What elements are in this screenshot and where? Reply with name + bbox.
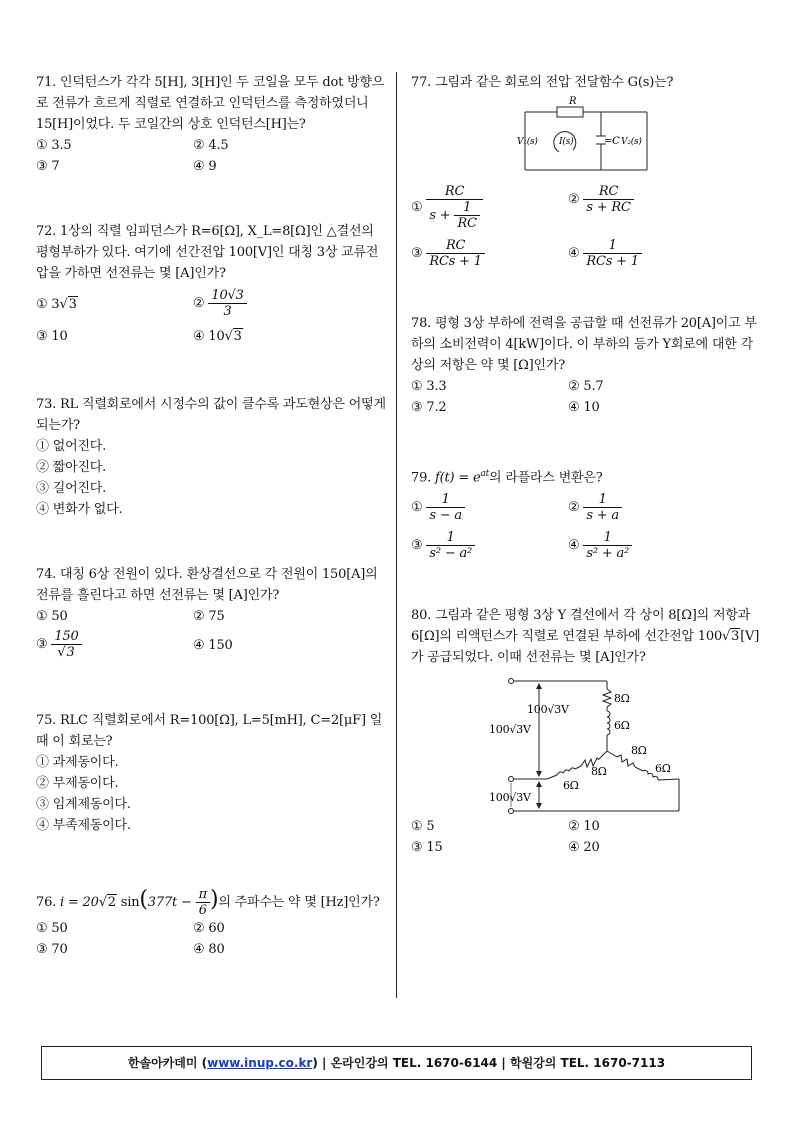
question-74-stem: 74. 대칭 6상 전원이 있다. 환상결선으로 각 전원이 150[A]의 전류를 흘린다고 하면 선전류는 몇 [A]인가? [36,567,378,603]
question-80 [411,605,761,855]
fig80-voltage-top: 100√3V [527,703,569,716]
footer-contact: ) | 온라인강의 TEL. 1670-6144 | 학원강의 TEL. 1670-7113 [312,1056,666,1070]
q73-option-3[interactable]: ③ 길어진다. [36,481,107,496]
question-79 [411,464,761,568]
resistor-symbol [557,107,583,117]
q72-option-3[interactable]: ③ 10 [36,329,68,344]
q76-option-2[interactable]: ② 60 [193,921,225,936]
q80-option-2[interactable]: ② 10 [568,819,600,834]
question-71 [36,72,386,177]
footer-academy: 한솔아카데미 ( [127,1056,208,1070]
q76-option-1[interactable]: ① 50 [36,921,68,936]
question-78 [411,313,761,418]
fig80-x1: 6Ω [614,719,630,732]
q76-option-3[interactable]: ③ 70 [36,942,68,957]
q78-option-1[interactable]: ① 3.3 [411,379,447,394]
question-78-stem: 78. 평형 3상 부하에 전력을 공급할 때 선전류가 20[A]이고 부하의 소비전력이 4[kW]이다. 이 부하의 등가 Y회로에 대한 각 상의 저항은 약 몇 [Ω]인가? [411,316,757,373]
q71-option-3[interactable]: ③ 7 [36,159,60,174]
fig80-voltage-bottom: 100√3V [489,791,531,804]
q74-option-3[interactable]: ③ $\frac{150}{√3}$ [36,629,82,660]
footer-website-link[interactable]: www.inup.co.kr [207,1056,313,1070]
column-divider [396,72,397,998]
q72-option-2[interactable]: ② $\frac{10√3}{3}$ [193,288,247,319]
question-80-stem: 80. 그림과 같은 평형 3상 Y 결선에서 각 상이 8[Ω]의 저항과 6[Ω]의 리액턴스가 직렬로 연결된 부하에 선간전압 100√3[V]가 공급되었다. 이때 선전류는 몇 [A]인가? [411,608,760,665]
fig77-label-r: R [569,96,577,107]
three-phase-y-circuit-figure [489,675,701,815]
q72-option-1[interactable]: ① 3√3 [36,297,77,312]
q77-option-3[interactable]: ③ $\frac{RC}{\text{RCs + 1}}$ [411,238,485,269]
q71-option-1[interactable]: ① 3.5 [36,138,72,153]
fig80-voltage-left: 100√3V [489,723,531,736]
fig80-r2: 8Ω [591,765,607,778]
question-75-stem: 75. RLC 직렬회로에서 R=100[Ω], L=5[mH], C=2[μF] 일 때 이 회로는? [36,713,383,749]
fig77-label-i: I(s) [559,137,574,147]
question-77-stem: 77. 그림과 같은 회로의 전압 전달함수 G(s)는? [411,75,674,90]
question-76-stem: 76. i = 20√2 sin(377t − $\frac{\pi}{6}$ )의 주파수는 약 몇 [Hz]인가? [36,887,380,918]
q73-option-1[interactable]: ① 없어진다. [36,439,107,454]
fig80-x2: 6Ω [563,779,579,792]
footer-bar [41,1046,752,1080]
fig80-r1: 8Ω [614,692,630,705]
q77-option-2[interactable]: ② $\frac{RC}{s + RC}$ [568,184,634,215]
fig77-label-c: =C [604,136,620,147]
q80-option-4[interactable]: ④ 20 [568,840,600,855]
question-73 [36,394,386,520]
q78-option-3[interactable]: ③ 7.2 [411,400,447,415]
q79-option-1[interactable]: ① $\frac{1}{s - a}$ [411,492,465,523]
fig77-label-v1: V₁(s) [517,137,538,147]
fig80-x3: 6Ω [655,762,671,775]
q77-option-1[interactable]: ① RC s + $\frac{1}{RC}$ [411,184,483,231]
question-77 [411,72,761,269]
q75-option-3[interactable]: ③ 임계제동이다. [36,797,131,812]
q77-option-4[interactable]: ④ $\frac{1}{\text{RCs + 1}}$ [568,238,642,269]
q75-option-1[interactable]: ① 과제동이다. [36,755,119,770]
q78-option-4[interactable]: ④ 10 [568,400,600,415]
q74-option-4[interactable]: ④ 150 [193,638,233,653]
q71-option-4[interactable]: ④ 9 [193,159,217,174]
question-79-stem: 79. $f(t) = e^{at}$의 라플라스 변환은? [411,469,603,486]
q80-option-1[interactable]: ① 5 [411,819,435,834]
question-71-stem: 71. 인덕턴스가 각각 5[H], 3[H]인 두 코일을 모두 dot 방향으로 전류가 흐르게 직렬로 연결하고 인덕턴스를 측정하였더니 15[H]이었다. 두 코일간의 상호 인덕턴스[H]는? [36,75,385,132]
q78-option-2[interactable]: ② 5.7 [568,379,604,394]
question-73-stem: 73. RL 직렬회로에서 시정수의 값이 클수록 과도현상은 어떻게 되는가? [36,397,386,433]
q71-option-2[interactable]: ② 4.5 [193,138,229,153]
q73-option-2[interactable]: ② 짧아진다. [36,460,107,475]
question-72 [36,221,386,347]
q74-option-2[interactable]: ② 75 [193,609,225,624]
question-75 [36,710,386,836]
question-72-stem: 72. 1상의 직렬 임피던스가 R=6[Ω], X_L=8[Ω]인 △결선의 평형부하가 있다. 여기에 선간전압 100[V]인 대칭 3상 교류전압을 가하면 선전류는 몇 [A]인가? [36,224,379,281]
q79-option-2[interactable]: ② $\frac{1}{s + a}$ [568,492,622,523]
fig77-label-v2: V₂(s) [621,137,642,147]
q79-option-3[interactable]: ③ $\frac{1}{\text{s² − a²}}$ [411,530,475,561]
q74-option-1[interactable]: ① 50 [36,609,68,624]
q79-option-4[interactable]: ④ $\frac{1}{\text{s² + a²}}$ [568,530,632,561]
question-74 [36,564,386,663]
question-76 [36,882,386,960]
q72-option-4[interactable]: ④ 10√3 [193,329,242,344]
q75-option-2[interactable]: ② 무제동이다. [36,776,119,791]
rc-circuit-figure [517,94,667,178]
q76-option-4[interactable]: ④ 80 [193,942,225,957]
q73-option-4[interactable]: ④ 변화가 없다. [36,502,123,517]
fig80-r3: 8Ω [631,744,647,757]
q75-option-4[interactable]: ④ 부족제동이다. [36,818,131,833]
q80-option-3[interactable]: ③ 15 [411,840,443,855]
